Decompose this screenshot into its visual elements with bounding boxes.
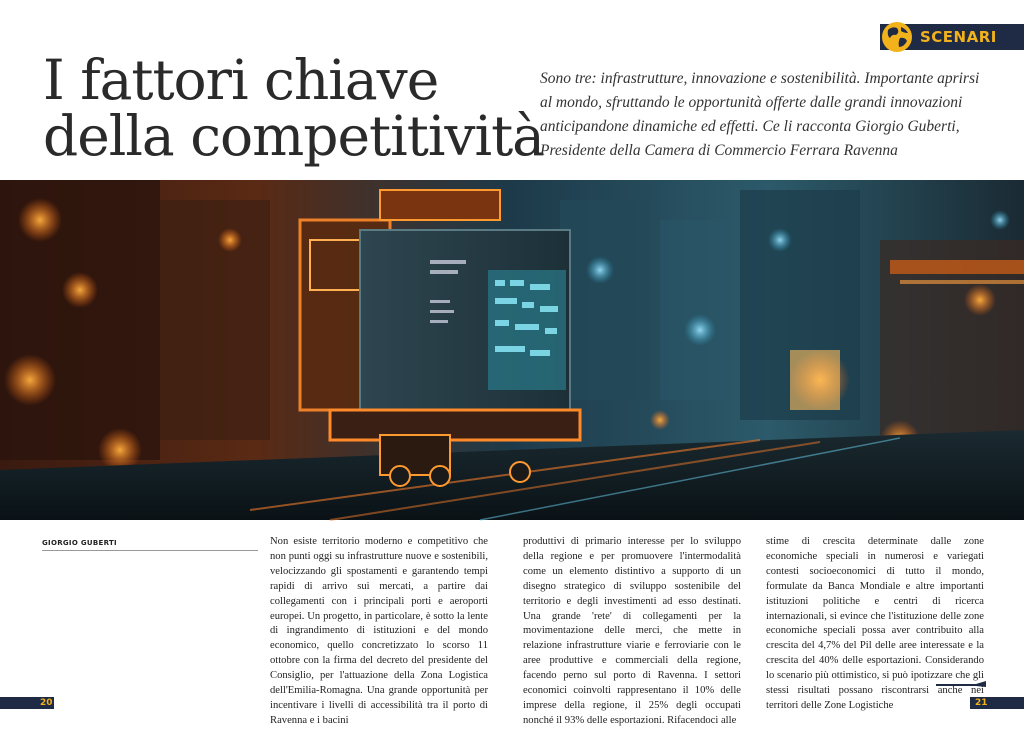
globe-icon <box>880 20 914 54</box>
body-column-3: stime di crescita determinate dalle zone economiche speciali in numerosi e variegati contesti socioeconomici di tutto il mondo, formulate da Banca Mondiale e altre importanti istituzioni politiche e centri di ricerca internazionali, si evince che l'istituzione delle zone economiche speciali possa aver contribuito alla crescita del 4,7% del Pil delle aree interessate e la crescita del 40% delle esportazioni. Considerando lo scenario più ottimistico, si può ipotizzare che gli stessi risultati possano riscontrarsi anche nei territori delle Zone Logistiche <box>766 536 984 711</box>
title-line-1: I fattori chiave <box>43 48 439 112</box>
body-column-2: produttivi di primario interesse per lo sviluppo della regione e per promuovere l'intermodalità come un elemento distintivo a supporto di un disegno strategico di sviluppo sostenibile del territorio e degli investimenti ad esso destinati. Una grande 'rete' di collegamenti per la movimentazione delle merci, che mette in relazione infrastrutture viarie e ferroviarie con le aree produttive e commerciali della regione, facendo perno sul porto di Ravenna. I settori economici coinvolti rappresentano il 10% delle imprese della regione, il 25% degli occupati nonché il 93% delle esportazioni. Rifacendoci alle <box>523 536 741 726</box>
article-title <box>43 48 544 168</box>
author-divider <box>42 550 258 551</box>
author-name: GIORGIO GUBERTI <box>42 539 117 547</box>
title-line-2: della competitività <box>43 104 544 168</box>
hero-image <box>0 180 1024 520</box>
continue-arrow-icon <box>936 678 986 688</box>
body-column-1: Non esiste territorio moderno e competitivo che non punti oggi su infrastrutture nuove e sostenibili, velocizzando gli spostamenti e garantendo tempi rapidi di arrivo sui mercati, a partire dai collegamenti con i principali porti e aeroporti europei. Un progetto, in particolare, è sotto la lente di ingrandimento di istituzioni e del mondo economico, quello concretizzato lo scorso 11 ottobre con la firma del decreto del presidente del Consiglio, per l'attuazione della Zona Logistica dell'Emilia-Romagna. Una grande opportunità per incentivare i livelli di accessibilità tra il porto di Ravenna e i bacini <box>270 536 488 726</box>
page-number-right: 21 <box>975 698 988 708</box>
section-label: SCENARI <box>920 28 997 46</box>
article-subtitle: Sono tre: infrastrutture, innovazione e sostenibilità. Importante aprirsi al mondo, sfruttando le opportunità offerte dalle grandi innovazioni anticipandone dinamiche ed effetti. Ce li racconta Giorgio Guberti, Presidente della Camera di Commercio Ferrara Ravenna <box>540 70 980 159</box>
page-number-left: 20 <box>40 698 53 708</box>
futuristic-container-train-illustration <box>0 180 1024 520</box>
